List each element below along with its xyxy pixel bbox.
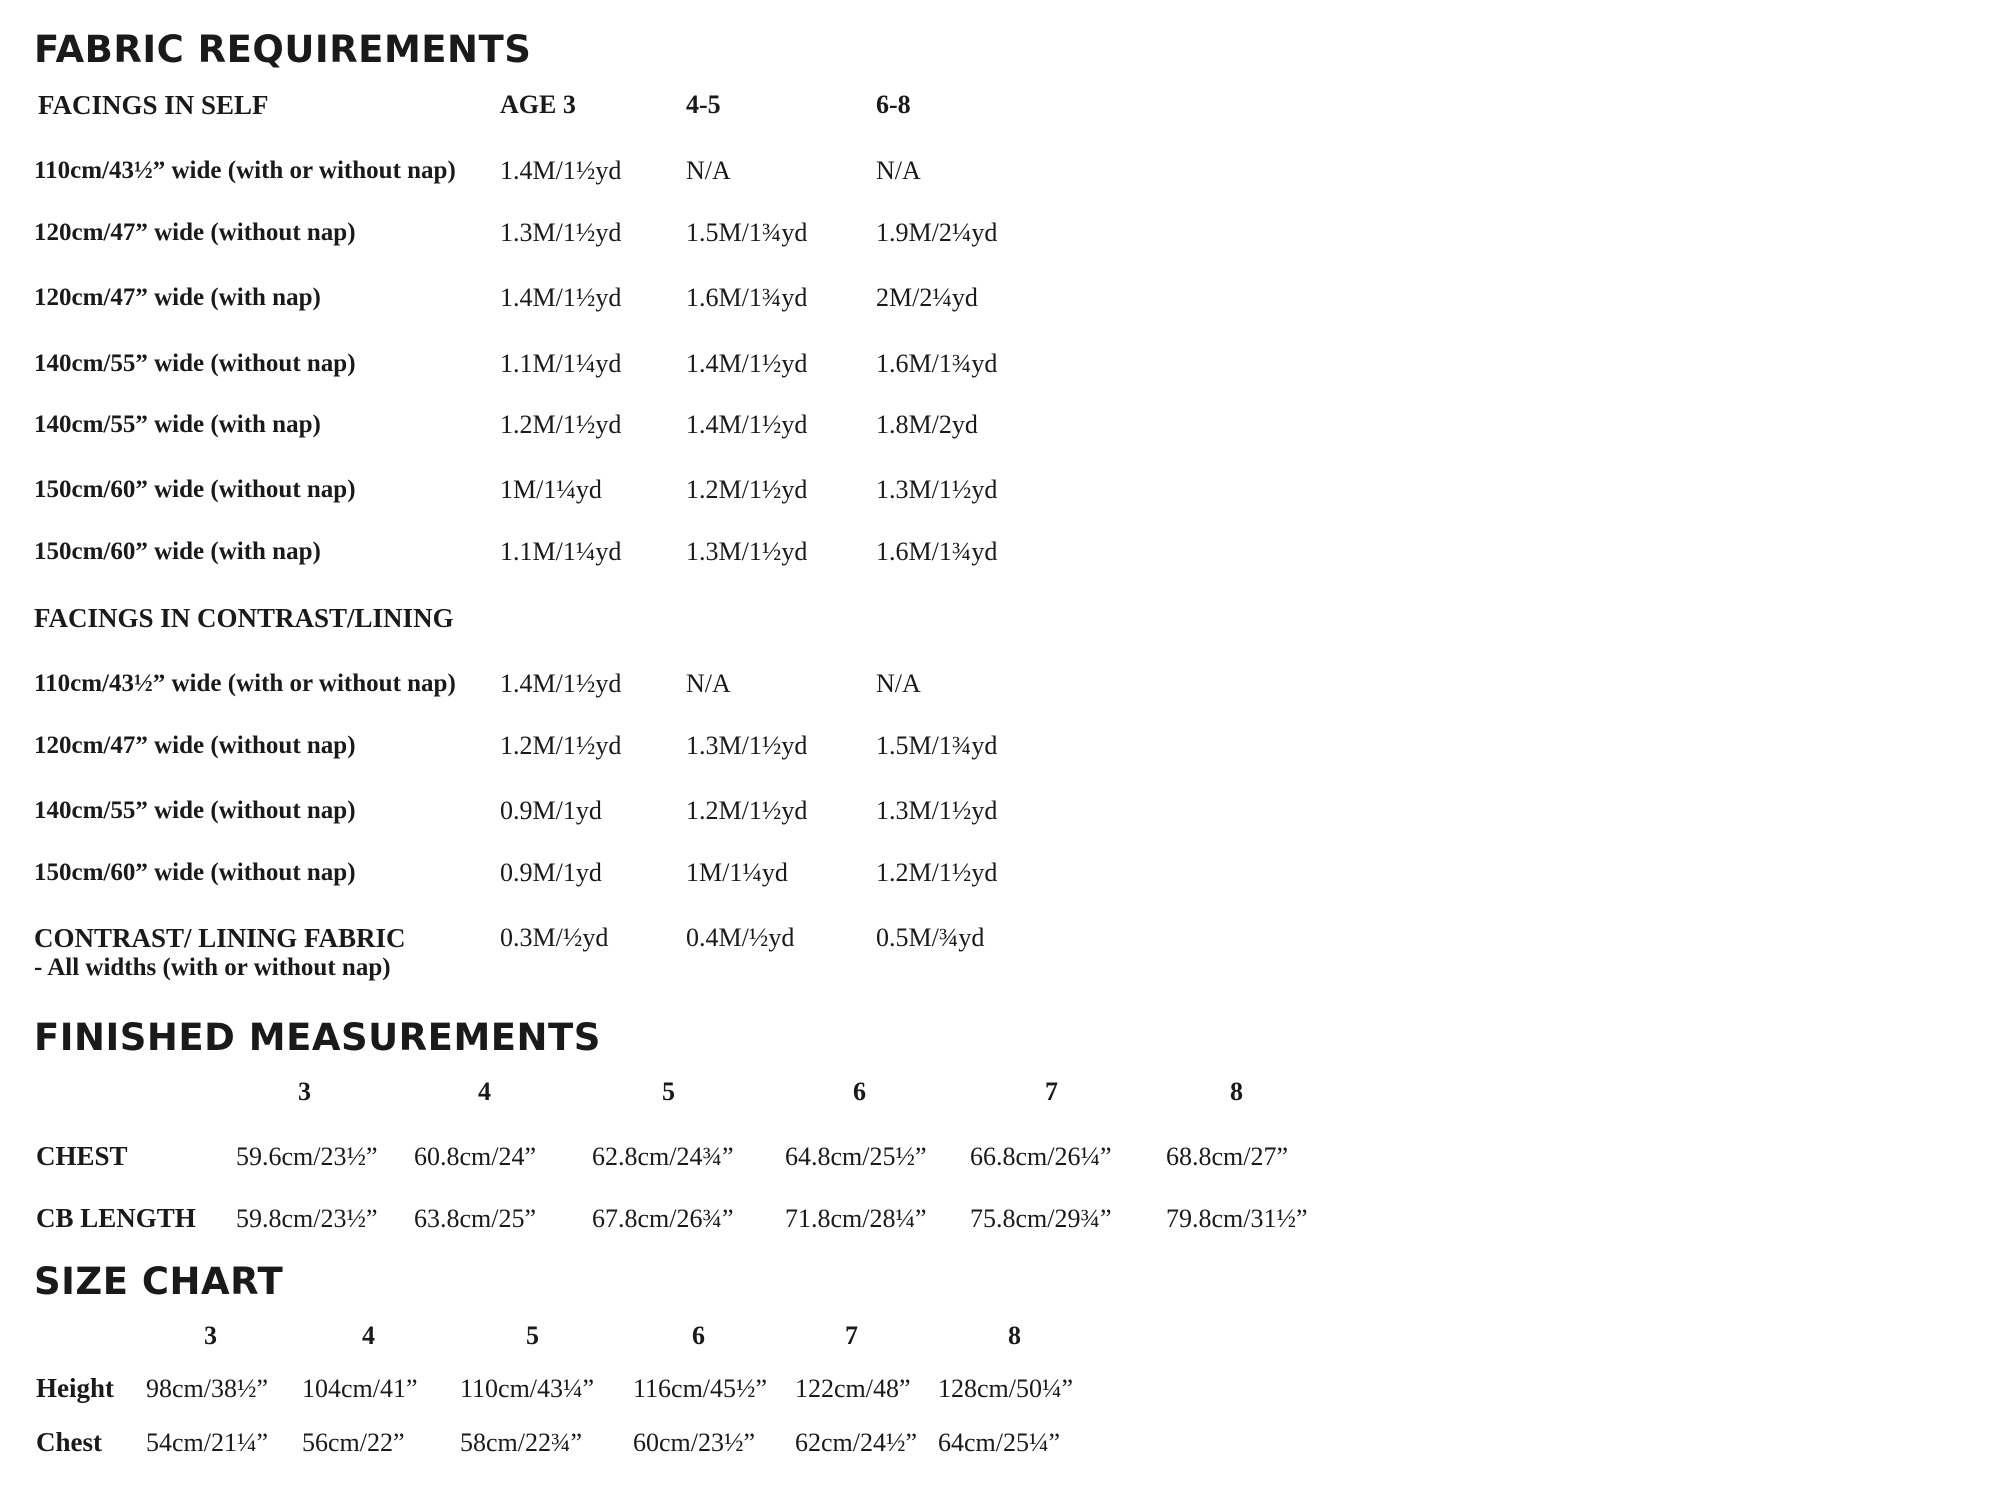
- self-row-label: 140cm/55” wide (with nap): [34, 411, 321, 438]
- self-row-value: 1.5M/1¾yd: [686, 218, 808, 247]
- size-row-value: 128cm/50¼”: [938, 1374, 1074, 1403]
- self-row-value: 1.6M/1¾yd: [876, 349, 998, 378]
- size-col-head: 7: [845, 1321, 858, 1350]
- self-row-value: 1.3M/1½yd: [500, 218, 622, 247]
- size-row-value: 54cm/21¼”: [146, 1428, 269, 1457]
- finished-row-value: 79.8cm/31½”: [1166, 1204, 1308, 1233]
- contrast-row-value: 1.4M/1½yd: [500, 669, 622, 698]
- self-row-value: N/A: [686, 156, 731, 185]
- contrast-row-value: 1.2M/1½yd: [500, 731, 622, 760]
- size-col-head: 5: [526, 1321, 539, 1350]
- finished-row-value: 64.8cm/25½”: [785, 1142, 927, 1171]
- size-col-head: 6: [692, 1321, 705, 1350]
- contrast-row-value: 1.3M/1½yd: [686, 731, 808, 760]
- size-row-value: 116cm/45½”: [633, 1374, 768, 1403]
- self-row-value: 1.2M/1½yd: [500, 410, 622, 439]
- lining-fabric-value: 0.3M/½yd: [500, 923, 609, 952]
- self-row-label: 140cm/55” wide (without nap): [34, 350, 356, 377]
- self-row-value: 1.2M/1½yd: [686, 475, 808, 504]
- contrast-row-value: 1.5M/1¾yd: [876, 731, 998, 760]
- self-row-value: 1.3M/1½yd: [686, 537, 808, 566]
- self-row-value: 1.4M/1½yd: [686, 349, 808, 378]
- contrast-row-value: 1.2M/1½yd: [876, 858, 998, 887]
- finished-col-head: 3: [298, 1077, 311, 1106]
- contrast-row-value: 1.2M/1½yd: [686, 796, 808, 825]
- facings-in-self-heading: FACINGS IN SELF: [38, 90, 269, 120]
- self-row-value: 1.4M/1½yd: [686, 410, 808, 439]
- contrast-row-label: 120cm/47” wide (without nap): [34, 732, 356, 759]
- lining-fabric-label: CONTRAST/ LINING FABRIC: [34, 923, 406, 953]
- size-row-value: 62cm/24½”: [795, 1428, 918, 1457]
- finished-row-value: 62.8cm/24¾”: [592, 1142, 734, 1171]
- size-row-value: 56cm/22”: [302, 1428, 405, 1457]
- size-col-head: 8: [1008, 1321, 1021, 1350]
- finished-col-head: 7: [1045, 1077, 1058, 1106]
- self-row-value: N/A: [876, 156, 921, 185]
- size-row-value: 58cm/22¾”: [460, 1428, 583, 1457]
- contrast-row-label: 140cm/55” wide (without nap): [34, 797, 356, 824]
- col-head-age3: AGE 3: [500, 90, 576, 119]
- contrast-row-value: 0.9M/1yd: [500, 858, 602, 887]
- self-row-label: 110cm/43½” wide (with or without nap): [34, 157, 456, 184]
- lining-fabric-value: 0.5M/¾yd: [876, 923, 985, 952]
- finished-row-label: CB LENGTH: [36, 1203, 196, 1233]
- self-row-label: 150cm/60” wide (without nap): [34, 476, 356, 503]
- size-row-value: 98cm/38½”: [146, 1374, 269, 1403]
- size-row-value: 64cm/25¼”: [938, 1428, 1061, 1457]
- col-head-4-5: 4-5: [686, 90, 721, 119]
- self-row-value: 1M/1¼yd: [500, 475, 602, 504]
- size-chart-heading: SIZE CHART: [34, 1260, 284, 1303]
- finished-col-head: 4: [478, 1077, 491, 1106]
- self-row-value: 1.1M/1¼yd: [500, 537, 622, 566]
- contrast-row-label: 150cm/60” wide (without nap): [34, 859, 356, 886]
- finished-row-value: 67.8cm/26¾”: [592, 1204, 734, 1233]
- finished-col-head: 5: [662, 1077, 675, 1106]
- contrast-row-value: 1.3M/1½yd: [876, 796, 998, 825]
- finished-row-value: 71.8cm/28¼”: [785, 1204, 927, 1233]
- size-row-label: Height: [36, 1373, 114, 1403]
- contrast-row-value: 1M/1¼yd: [686, 858, 788, 887]
- finished-col-head: 6: [853, 1077, 866, 1106]
- finished-row-value: 68.8cm/27”: [1166, 1142, 1289, 1171]
- self-row-value: 2M/2¼yd: [876, 283, 978, 312]
- self-row-label: 120cm/47” wide (with nap): [34, 284, 321, 311]
- contrast-row-value: 0.9M/1yd: [500, 796, 602, 825]
- contrast-row-value: N/A: [876, 669, 921, 698]
- finished-row-value: 59.6cm/23½”: [236, 1142, 378, 1171]
- self-row-value: 1.8M/2yd: [876, 410, 978, 439]
- finished-row-label: CHEST: [36, 1141, 128, 1171]
- finished-measurements-heading: FINISHED MEASUREMENTS: [34, 1016, 601, 1059]
- finished-row-value: 63.8cm/25”: [414, 1204, 537, 1233]
- self-row-label: 120cm/47” wide (without nap): [34, 219, 356, 246]
- self-row-value: 1.6M/1¾yd: [876, 537, 998, 566]
- self-row-value: 1.3M/1½yd: [876, 475, 998, 504]
- col-head-6-8: 6-8: [876, 90, 911, 119]
- finished-row-value: 60.8cm/24”: [414, 1142, 537, 1171]
- size-row-value: 110cm/43¼”: [460, 1374, 595, 1403]
- lining-fabric-value: 0.4M/½yd: [686, 923, 795, 952]
- self-row-value: 1.6M/1¾yd: [686, 283, 808, 312]
- self-row-label: 150cm/60” wide (with nap): [34, 538, 321, 565]
- facings-in-contrast-heading: FACINGS IN CONTRAST/LINING: [34, 603, 454, 633]
- finished-row-value: 59.8cm/23½”: [236, 1204, 378, 1233]
- self-row-value: 1.4M/1½yd: [500, 156, 622, 185]
- contrast-row-label: 110cm/43½” wide (with or without nap): [34, 670, 456, 697]
- size-col-head: 4: [362, 1321, 375, 1350]
- finished-col-head: 8: [1230, 1077, 1243, 1106]
- size-col-head: 3: [204, 1321, 217, 1350]
- self-row-value: 1.9M/2¼yd: [876, 218, 998, 247]
- size-row-value: 122cm/48”: [795, 1374, 911, 1403]
- contrast-row-value: N/A: [686, 669, 731, 698]
- self-row-value: 1.4M/1½yd: [500, 283, 622, 312]
- finished-row-value: 75.8cm/29¾”: [970, 1204, 1112, 1233]
- size-row-value: 104cm/41”: [302, 1374, 418, 1403]
- finished-row-value: 66.8cm/26¼”: [970, 1142, 1112, 1171]
- size-row-value: 60cm/23½”: [633, 1428, 756, 1457]
- fabric-requirements-heading: FABRIC REQUIREMENTS: [34, 28, 532, 71]
- self-row-value: 1.1M/1¼yd: [500, 349, 622, 378]
- size-row-label: Chest: [36, 1427, 102, 1457]
- lining-fabric-sublabel: - All widths (with or without nap): [34, 954, 391, 981]
